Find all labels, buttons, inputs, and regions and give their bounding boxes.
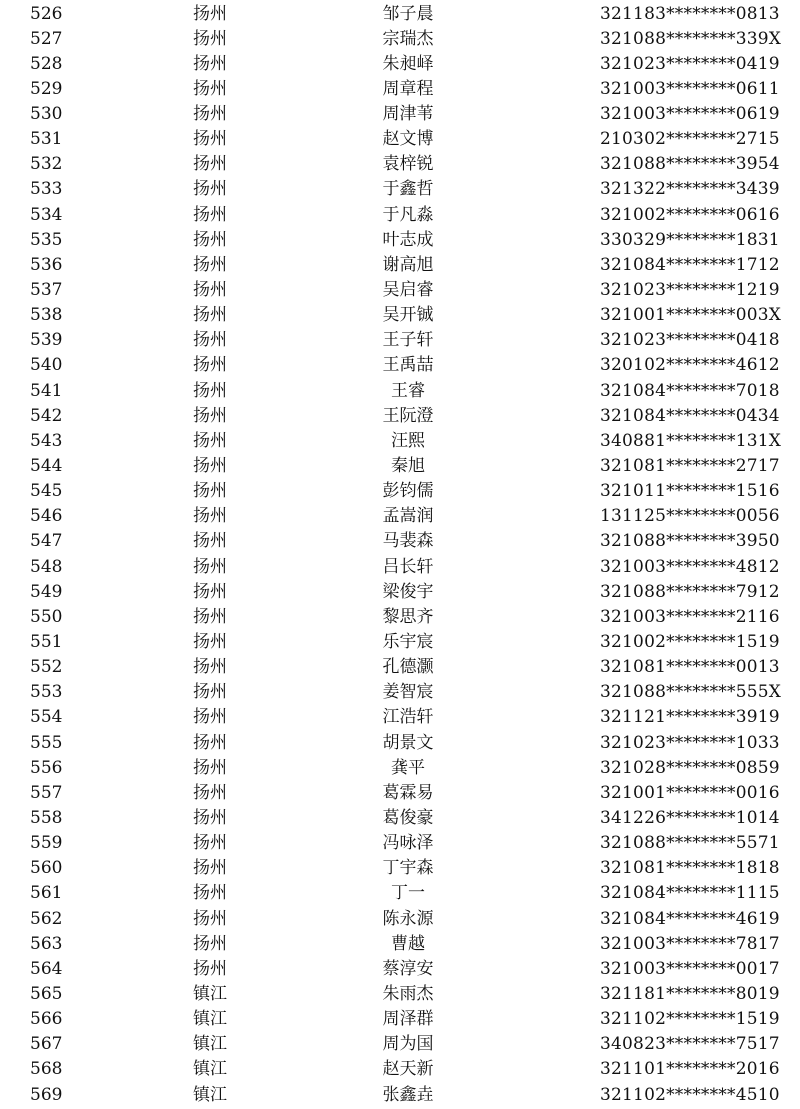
city-cell: 扬州 [193, 782, 227, 803]
table-row [0, 27, 800, 52]
table-row [0, 479, 800, 504]
table-row [0, 881, 800, 906]
name-cell: 宗瑞杰 [382, 28, 434, 49]
city-cell: 扬州 [193, 179, 227, 200]
name-cell: 朱昶峄 [382, 53, 434, 74]
table-row [0, 504, 800, 529]
table-row [0, 127, 800, 152]
id-number-cell: 321088********555X [600, 682, 782, 703]
id-number-cell: 320102********4612 [600, 355, 780, 376]
row-number: 539 [30, 330, 63, 351]
id-number-cell: 321322********3439 [600, 179, 780, 200]
name-cell: 秦旭 [391, 456, 425, 477]
table-row [0, 856, 800, 881]
table-row [0, 680, 800, 705]
row-number: 557 [30, 782, 63, 803]
name-cell: 黎思齐 [382, 606, 434, 627]
id-number-cell: 321121********3919 [600, 707, 780, 728]
table-row [0, 429, 800, 454]
city-cell: 扬州 [193, 229, 227, 250]
name-cell: 王禹喆 [382, 355, 434, 376]
id-number-cell: 321081********2717 [600, 456, 780, 477]
row-number: 569 [30, 1084, 63, 1105]
row-number: 545 [30, 481, 63, 502]
id-number-cell: 131125********0056 [600, 506, 780, 527]
table-row [0, 2, 800, 27]
name-cell: 孟嵩润 [382, 506, 434, 527]
id-number-cell: 321088********339X [600, 28, 782, 49]
table-row [0, 705, 800, 730]
name-cell: 邹子晨 [382, 3, 434, 24]
table-row [0, 932, 800, 957]
city-cell: 镇江 [193, 1059, 227, 1080]
table-row [0, 605, 800, 630]
table-row [0, 177, 800, 202]
table-row [0, 353, 800, 378]
city-cell: 扬州 [193, 330, 227, 351]
name-cell: 周章程 [382, 78, 434, 99]
table-row [0, 328, 800, 353]
name-cell: 葛俊豪 [382, 807, 434, 828]
city-cell: 扬州 [193, 933, 227, 954]
city-cell: 扬州 [193, 53, 227, 74]
table-row [0, 957, 800, 982]
name-cell: 江浩轩 [382, 707, 434, 728]
id-number-cell: 321084********1115 [600, 883, 780, 904]
name-cell: 陈永源 [382, 908, 434, 929]
id-number-cell: 321101********2016 [600, 1059, 780, 1080]
id-number-cell: 321023********0418 [600, 330, 780, 351]
city-cell: 镇江 [193, 1084, 227, 1105]
name-cell: 朱雨杰 [382, 983, 434, 1004]
table-row [0, 1057, 800, 1082]
row-number: 540 [30, 355, 63, 376]
row-number: 565 [30, 983, 63, 1004]
id-number-cell: 321088********5571 [600, 833, 780, 854]
table-row [0, 529, 800, 554]
city-cell: 扬州 [193, 531, 227, 552]
row-number: 530 [30, 104, 63, 125]
table-row [0, 731, 800, 756]
city-cell: 扬州 [193, 682, 227, 703]
table-row [0, 77, 800, 102]
row-number: 554 [30, 707, 63, 728]
id-number-cell: 321023********1219 [600, 280, 780, 301]
row-number: 556 [30, 757, 63, 778]
row-number: 534 [30, 204, 63, 225]
row-number: 563 [30, 933, 63, 954]
name-cell: 蔡淳安 [382, 958, 434, 979]
table-row [0, 907, 800, 932]
name-cell: 吕长轩 [382, 556, 434, 577]
name-cell: 龚平 [391, 757, 425, 778]
row-number: 548 [30, 556, 63, 577]
row-number: 541 [30, 380, 63, 401]
id-number-cell: 330329********1831 [600, 229, 780, 250]
table-row [0, 806, 800, 831]
city-cell: 扬州 [193, 405, 227, 426]
name-cell: 袁梓锐 [382, 154, 434, 175]
city-cell: 扬州 [193, 355, 227, 376]
row-number: 527 [30, 28, 63, 49]
table-row [0, 580, 800, 605]
name-cell: 赵文博 [382, 129, 434, 150]
name-cell: 梁俊宇 [382, 581, 434, 602]
city-cell: 扬州 [193, 606, 227, 627]
row-number: 542 [30, 405, 63, 426]
row-number: 555 [30, 732, 63, 753]
id-number-cell: 321023********0419 [600, 53, 780, 74]
city-cell: 扬州 [193, 757, 227, 778]
name-cell: 于凡淼 [382, 204, 434, 225]
city-cell: 扬州 [193, 154, 227, 175]
table-row [0, 303, 800, 328]
row-number: 543 [30, 430, 63, 451]
row-number: 566 [30, 1009, 63, 1030]
name-cell: 吴开铖 [382, 305, 434, 326]
row-number: 553 [30, 682, 63, 703]
id-number-cell: 321002********0616 [600, 204, 780, 225]
table-row [0, 655, 800, 680]
name-cell: 王阮澄 [382, 405, 434, 426]
city-cell: 扬州 [193, 380, 227, 401]
name-cell: 周泽群 [382, 1009, 434, 1030]
name-cell: 张鑫垚 [382, 1084, 434, 1105]
row-number: 546 [30, 506, 63, 527]
id-number-cell: 341226********1014 [600, 807, 780, 828]
row-number: 529 [30, 78, 63, 99]
id-number-cell: 321003********7817 [600, 933, 780, 954]
city-cell: 扬州 [193, 707, 227, 728]
name-cell: 汪熙 [391, 430, 425, 451]
city-cell: 扬州 [193, 3, 227, 24]
table-row [0, 1032, 800, 1057]
id-number-cell: 321001********0016 [600, 782, 780, 803]
id-number-cell: 321003********0017 [600, 958, 780, 979]
name-cell: 丁一 [391, 883, 425, 904]
name-cell: 叶志成 [382, 229, 434, 250]
table-row [0, 102, 800, 127]
row-number: 531 [30, 129, 63, 150]
name-cell: 赵天新 [382, 1059, 434, 1080]
table-row [0, 278, 800, 303]
table-row [0, 152, 800, 177]
row-number: 532 [30, 154, 63, 175]
row-number: 561 [30, 883, 63, 904]
row-number: 567 [30, 1034, 63, 1055]
city-cell: 镇江 [193, 1034, 227, 1055]
table-row [0, 982, 800, 1007]
row-number: 564 [30, 958, 63, 979]
row-number: 550 [30, 606, 63, 627]
table-row [0, 831, 800, 856]
city-cell: 扬州 [193, 456, 227, 477]
row-number: 528 [30, 53, 63, 74]
id-number-cell: 321003********2116 [600, 606, 780, 627]
id-number-cell: 210302********2715 [600, 129, 780, 150]
city-cell: 扬州 [193, 305, 227, 326]
table-row [0, 555, 800, 580]
city-cell: 扬州 [193, 908, 227, 929]
row-number: 547 [30, 531, 63, 552]
city-cell: 镇江 [193, 1009, 227, 1030]
id-number-cell: 321003********0619 [600, 104, 780, 125]
city-cell: 镇江 [193, 983, 227, 1004]
row-number: 537 [30, 280, 63, 301]
name-cell: 于鑫哲 [382, 179, 434, 200]
city-cell: 扬州 [193, 657, 227, 678]
row-number: 552 [30, 657, 63, 678]
city-cell: 扬州 [193, 581, 227, 602]
name-cell: 乐宇宸 [382, 632, 434, 652]
table-row [0, 1007, 800, 1032]
city-cell: 扬州 [193, 833, 227, 854]
id-number-cell: 321002********1519 [600, 632, 780, 652]
name-cell: 葛霖易 [382, 782, 434, 803]
id-number-cell: 321181********8019 [600, 983, 780, 1004]
id-number-cell: 321084********1712 [600, 254, 780, 275]
city-cell: 扬州 [193, 883, 227, 904]
id-number-cell: 321081********1818 [600, 858, 780, 879]
name-cell: 丁宇森 [382, 858, 434, 879]
city-cell: 扬州 [193, 430, 227, 451]
id-number-cell: 340881********131X [600, 430, 782, 451]
id-number-cell: 321001********003X [600, 305, 782, 326]
id-number-cell: 321023********1033 [600, 732, 780, 753]
city-cell: 扬州 [193, 204, 227, 225]
table-row [0, 756, 800, 781]
id-number-cell: 321003********0611 [600, 78, 780, 99]
table-row [0, 52, 800, 77]
id-number-cell: 321088********7912 [600, 581, 780, 602]
table-row [0, 454, 800, 479]
id-number-cell: 321003********4812 [600, 556, 780, 577]
city-cell: 扬州 [193, 506, 227, 527]
row-number: 562 [30, 908, 63, 929]
table-row [0, 1083, 800, 1108]
id-number-cell: 321088********3954 [600, 154, 780, 175]
row-number: 558 [30, 807, 63, 828]
name-cell: 彭钧儒 [382, 481, 434, 502]
id-number-cell: 321081********0013 [600, 657, 780, 678]
name-cell: 孔德灏 [382, 657, 434, 678]
city-cell: 扬州 [193, 280, 227, 301]
id-number-cell: 321102********4510 [600, 1084, 780, 1105]
row-number: 538 [30, 305, 63, 326]
row-number: 560 [30, 858, 63, 879]
id-number-cell: 321011********1516 [600, 481, 780, 502]
city-cell: 扬州 [193, 732, 227, 753]
id-number-cell: 321183********0813 [600, 3, 780, 24]
row-number: 544 [30, 456, 63, 477]
id-number-cell: 321102********1519 [600, 1009, 780, 1030]
city-cell: 扬州 [193, 104, 227, 125]
row-number: 535 [30, 229, 63, 250]
name-cell: 曹越 [391, 933, 425, 954]
name-cell: 王子轩 [382, 330, 434, 351]
name-cell: 冯咏泽 [382, 833, 434, 854]
name-cell: 姜智宸 [382, 682, 434, 703]
table-row [0, 253, 800, 278]
city-cell: 扬州 [193, 858, 227, 879]
city-cell: 扬州 [193, 254, 227, 275]
table-row [0, 379, 800, 404]
table-row [0, 228, 800, 253]
row-number: 559 [30, 833, 63, 854]
city-cell: 扬州 [193, 28, 227, 49]
city-cell: 扬州 [193, 632, 227, 652]
id-number-cell: 321084********4619 [600, 908, 780, 929]
id-number-cell: 321028********0859 [600, 757, 780, 778]
row-number: 549 [30, 581, 63, 602]
row-number: 536 [30, 254, 63, 275]
row-number: 533 [30, 179, 63, 200]
row-number: 526 [30, 3, 63, 24]
table-row [0, 203, 800, 228]
name-cell: 周为国 [382, 1034, 434, 1055]
city-cell: 扬州 [193, 958, 227, 979]
name-cell: 吴启睿 [382, 280, 434, 301]
city-cell: 扬州 [193, 556, 227, 577]
id-number-cell: 321084********0434 [600, 405, 780, 426]
row-number: 568 [30, 1059, 63, 1080]
city-cell: 扬州 [193, 807, 227, 828]
name-cell: 周津苇 [382, 104, 434, 125]
id-number-cell: 340823********7517 [600, 1034, 780, 1055]
table-row [0, 630, 800, 655]
name-cell: 胡景文 [382, 732, 434, 753]
name-cell: 谢高旭 [382, 254, 434, 275]
city-cell: 扬州 [193, 78, 227, 99]
city-cell: 扬州 [193, 129, 227, 150]
city-cell: 扬州 [193, 481, 227, 502]
row-number: 551 [30, 632, 63, 652]
id-number-cell: 321084********7018 [600, 380, 780, 401]
id-number-cell: 321088********3950 [600, 531, 780, 552]
name-cell: 王睿 [391, 380, 425, 401]
table-row [0, 404, 800, 429]
table-row [0, 781, 800, 806]
name-cell: 马裴森 [382, 531, 434, 552]
